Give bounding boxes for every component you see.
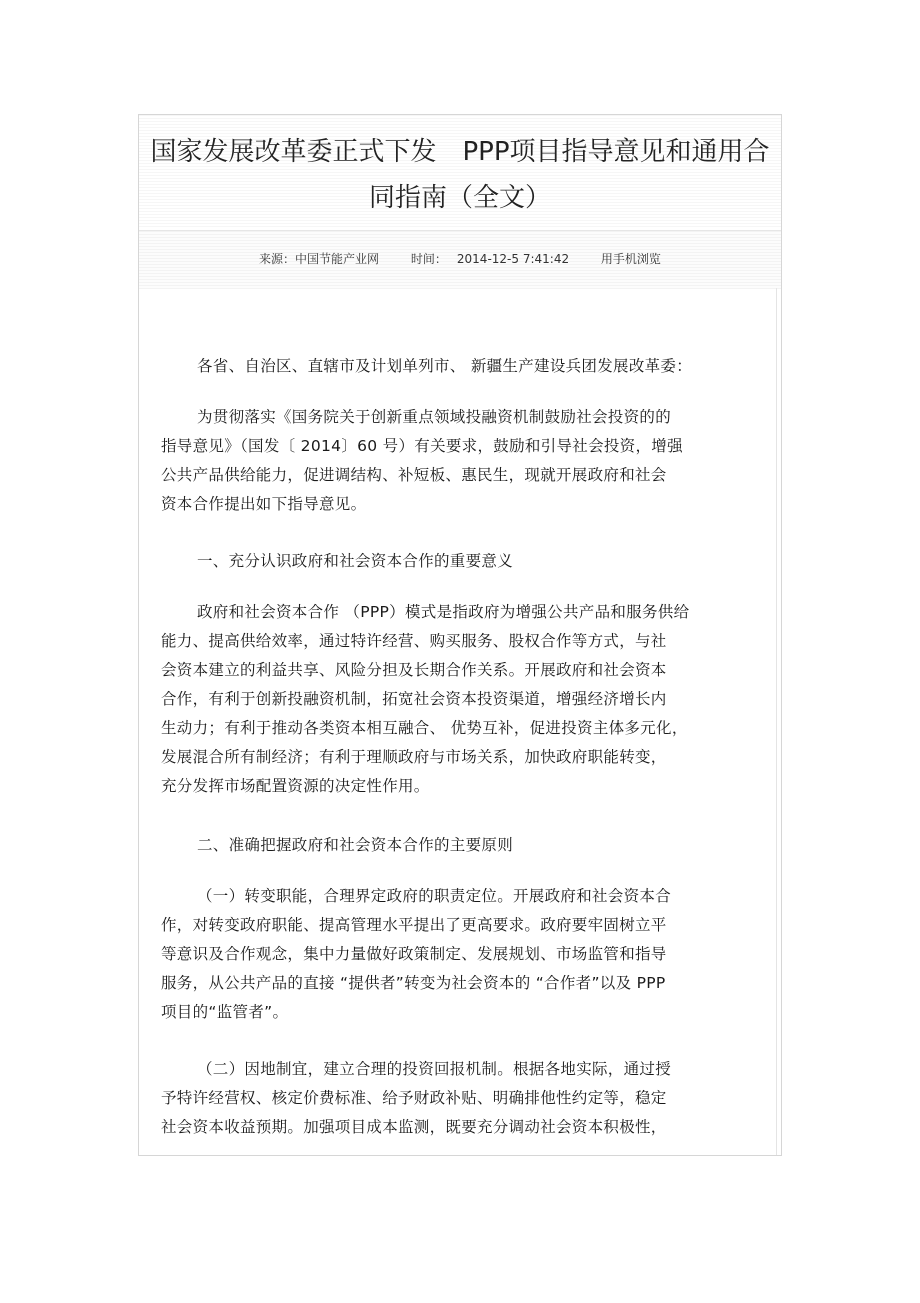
divider	[776, 288, 777, 1156]
article-meta	[139, 250, 781, 267]
paragraph-principle-1	[161, 882, 761, 1027]
text-line: 合作，有利于创新投融资机制，拓宽社会资本投资渠道，增强经济增长内	[161, 690, 667, 708]
article-frame	[138, 114, 782, 1156]
text-line: 能力、提高供给效率，通过特许经营、购买服务、股权合作等方式，与社	[161, 632, 667, 650]
text-line: 项目的“监管者”。	[161, 1003, 289, 1021]
text-line: 发展混合所有制经济；有利于理顺政府与市场关系，加快政府职能转变，	[161, 748, 667, 766]
title-line-2: 同指南（全文）	[368, 183, 551, 213]
text-line: 一、充分认识政府和社会资本合作的重要意义	[197, 552, 514, 570]
time-value: 2014-12-5 7:41:42	[456, 252, 570, 266]
text-line: 政府和社会资本合作 （PPP）模式是指政府为增强公共产品和服务供给	[197, 603, 690, 621]
text-line: 指导意见》（国发〔 2014〕60 号）有关要求，鼓励和引导社会投资，增强	[161, 437, 683, 455]
paragraph-principle-2	[161, 1055, 761, 1142]
salutation	[161, 352, 761, 381]
text-line: 二、准确把握政府和社会资本合作的主要原则	[197, 836, 514, 854]
text-line: 各省、自治区、直辖市及计划单列市、 新疆生产建设兵团发展改革委：	[197, 357, 693, 375]
article-title	[139, 129, 781, 221]
text-line: （一）转变职能，合理界定政府的职责定位。开展政府和社会资本合	[197, 887, 672, 905]
text-line: 服务，从公共产品的直接 “提供者”转变为社会资本的 “合作者”以及 PPP	[161, 974, 666, 992]
text-line: （二）因地制宜，建立合理的投资回报机制。根据各地实际，通过授	[197, 1060, 672, 1078]
text-line: 作，对转变政府职能、提高管理水平提出了更高要求。政府要牢固树立平	[161, 916, 667, 934]
text-line: 予特许经营权、核定价费标准、给予财政补贴、明确排他性约定等，稳定	[161, 1089, 667, 1107]
section-heading-1	[161, 547, 761, 576]
text-line: 公共产品供给能力，促进调结构、补短板、惠民生，现就开展政府和社会	[161, 466, 667, 484]
time-label: 时间：	[410, 252, 447, 266]
time-info	[411, 252, 569, 266]
text-line: 生动力；有利于推动各类资本相互融合、 优势互补，促进投资主体多元化，	[161, 719, 688, 737]
paragraph-intro	[161, 403, 761, 519]
text-line: 会资本建立的利益共享、风险分担及长期合作关系。开展政府和社会资本	[161, 661, 667, 679]
mobile-view-link[interactable]: 用手机浏览	[600, 252, 661, 266]
title-line-1: 国家发展改革委正式下发 PPP项目指导意见和通用合	[150, 137, 770, 167]
text-line: 等意识及合作观念，集中力量做好政策制定、发展规划、市场监管和指导	[161, 945, 667, 963]
source-label: 来源：中国节能产业网	[259, 252, 380, 266]
text-line: 充分发挥市场配置资源的决定性作用。	[161, 777, 430, 795]
section-heading-2	[161, 831, 761, 860]
paragraph-ppp-definition	[161, 598, 761, 801]
text-line: 资本合作提出如下指导意见。	[161, 495, 367, 513]
text-line: 社会资本收益预期。加强项目成本监测，既要充分调动社会资本积极性，	[161, 1118, 667, 1136]
text-line: 为贯彻落实《国务院关于创新重点领域投融资机制鼓励社会投资的的	[197, 408, 672, 426]
